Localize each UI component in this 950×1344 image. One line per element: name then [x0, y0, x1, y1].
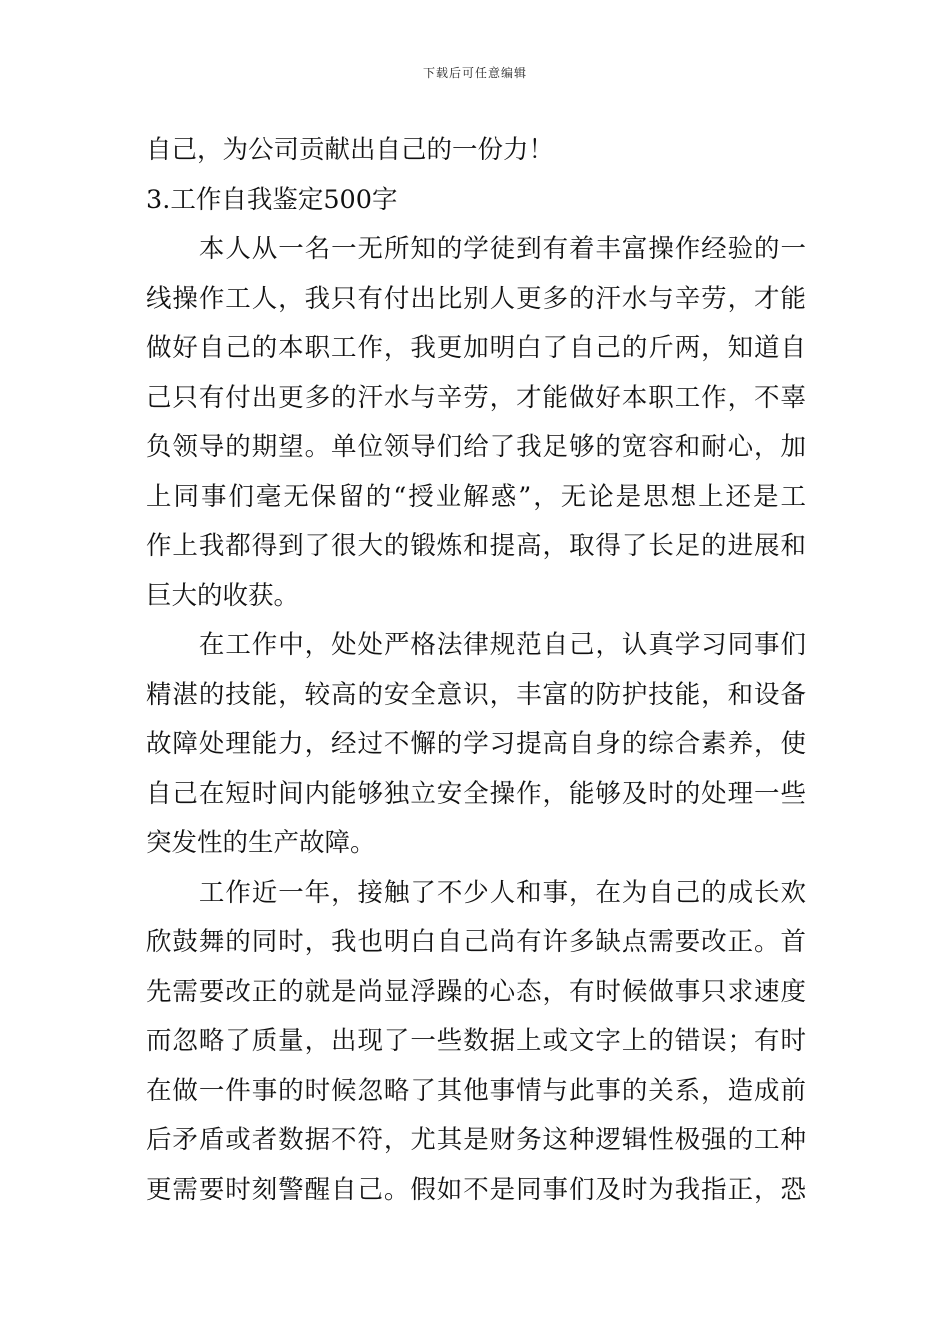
- text-line-content: 己只有付出更多的汗水与辛劳，才能做好本职工作，不辜: [146, 382, 806, 413]
- text-line: [146, 126, 806, 176]
- text-line: [146, 1116, 806, 1166]
- text-line: [146, 522, 806, 572]
- text-line: [146, 1166, 806, 1216]
- text-line-content: 工作近一年，接触了不少人和事，在为自己的成长欢: [198, 877, 806, 908]
- text-line-content: 更需要时刻警醒自己。假如不是同事们及时为我指正，恐: [146, 1174, 806, 1205]
- text-line: [146, 869, 806, 919]
- text-line-content: 线操作工人，我只有付出比别人更多的汗水与辛劳，才能: [146, 283, 806, 314]
- text-line: [146, 770, 806, 820]
- text-line: [146, 423, 806, 473]
- text-line: [146, 968, 806, 1018]
- text-line: [146, 621, 806, 671]
- text-line: [146, 671, 806, 721]
- text-line: [146, 275, 806, 325]
- page-header: 下载后可任意编辑: [422, 66, 527, 80]
- text-line: [146, 720, 806, 770]
- text-line: [146, 225, 806, 275]
- text-line: [146, 324, 806, 374]
- text-line-content: 做好自己的本职工作，我更加明白了自己的斤两，知道自: [146, 333, 806, 363]
- text-line: [146, 819, 806, 869]
- text-line-content: 精湛的技能，较高的安全意识，丰富的防护技能，和设备: [146, 679, 806, 710]
- text-line-content: 作上我都得到了很大的锻炼和提高，取得了长足的进展和: [146, 531, 806, 561]
- text-line-content: 负领导的期望。单位领导们给了我足够的宽容和耐心，加: [146, 432, 806, 462]
- text-line-content: 自己，为公司贡献出自己的一份力！: [146, 135, 555, 165]
- text-line: [146, 473, 806, 523]
- text-line-content: 而忽略了质量，出现了一些数据上或文字上的错误；有时: [146, 1026, 806, 1056]
- text-line-content: 后矛盾或者数据不符，尤其是财务这种逻辑性极强的工种: [146, 1125, 806, 1155]
- text-line-content: 在做一件事的时候忽略了其他事情与此事的关系，造成前: [146, 1075, 806, 1106]
- text-line: [146, 918, 806, 968]
- text-line-content: 欣鼓舞的同时，我也明白自己尚有许多缺点需要改正。首: [146, 927, 806, 957]
- text-line-content: 突发性的生产故障。: [146, 828, 376, 858]
- text-line-content: 上同事们毫无保留的“授业解惑”，无论是思想上还是工: [146, 481, 806, 512]
- text-line-content: 先需要改正的就是尚显浮躁的心态，有时候做事只求速度: [146, 976, 806, 1007]
- text-line: [146, 572, 806, 622]
- text-line-content: 巨大的收获。: [146, 580, 300, 611]
- text-line: [146, 1017, 806, 1067]
- text-line-content: 在工作中，处处严格法律规范自己，认真学习同事们: [198, 630, 806, 660]
- text-line-content: 本人从一名一无所知的学徒到有着丰富操作经验的一: [198, 234, 806, 264]
- text-line: [146, 374, 806, 424]
- text-line: [146, 1067, 806, 1117]
- text-line-content: 故障处理能力，经过不懈的学习提高自身的综合素养，使: [146, 729, 806, 759]
- document-body: [146, 126, 806, 1215]
- text-line-content: 自己在短时间内能够独立安全操作，能够及时的处理一些: [146, 778, 806, 809]
- text-line-content: 3.工作自我鉴定500字: [146, 184, 398, 215]
- text-line: [146, 176, 806, 226]
